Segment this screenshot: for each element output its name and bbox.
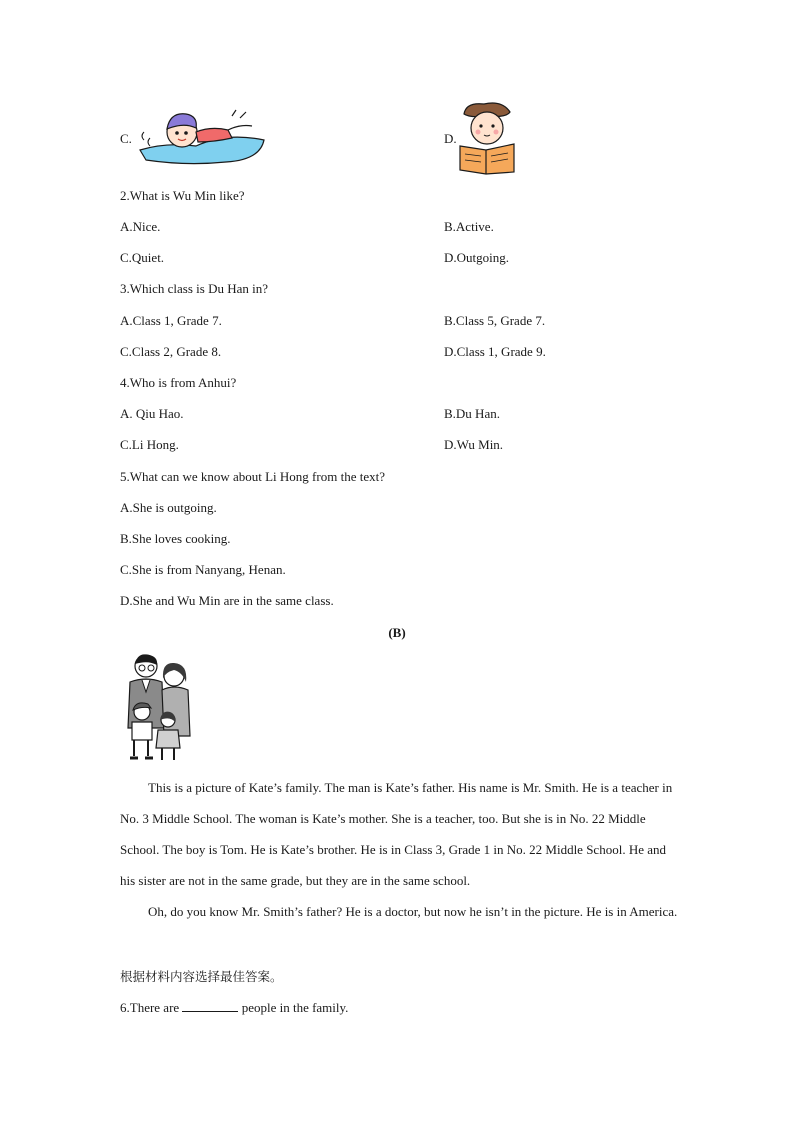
section-b-title: (B) xyxy=(388,625,406,640)
boy-reading-book-icon xyxy=(456,100,518,176)
answer-blank[interactable] xyxy=(182,999,238,1012)
question-2-option-a: A.Nice. xyxy=(120,219,161,234)
question-4-option-d: D.Wu Min. xyxy=(444,437,504,452)
question-3-option-c: C.Class 2, Grade 8. xyxy=(120,344,222,359)
question-4-stem: 4.Who is from Anhui? xyxy=(120,375,237,390)
question-2-option-b: B.Active. xyxy=(444,219,494,234)
question-5-option-c: C.She is from Nanyang, Henan. xyxy=(120,562,286,577)
question-3-option-d: D.Class 1, Grade 9. xyxy=(444,344,546,359)
question-3-stem: 3.Which class is Du Han in? xyxy=(120,281,269,296)
question-2-stem: 2.What is Wu Min like? xyxy=(120,188,245,203)
question-6-stem xyxy=(120,999,348,1016)
question-6-text-after: people in the family. xyxy=(238,1000,349,1015)
question-4-option-b: B.Du Han. xyxy=(444,406,500,421)
passage-paragraph-1: This is a picture of Kate’s family. The man is Kate’s father. His name is Mr. Smith. He is a teacher in No. 3 Middle School. The woman is Kate’s mother. She is a teacher, too. But she is in No. 22 Middle School. The boy is Tom. He is Kate’s brother. He is in Class 3, Grade 1 in No. 22 Middle School. He and his sister are not in the same grade, but they are in the same school. xyxy=(120,780,673,888)
question-4-option-a: A. Qiu Hao. xyxy=(120,406,184,421)
question-3-option-a: A.Class 1, Grade 7. xyxy=(120,313,222,328)
question-5-option-b: B.She loves cooking. xyxy=(120,531,231,546)
question-5-stem: 5.What can we know about Li Hong from the text? xyxy=(120,469,385,484)
family-picture-icon xyxy=(118,652,198,764)
question-4-option-c: C.Li Hong. xyxy=(120,437,179,452)
question-2-option-d: D.Outgoing. xyxy=(444,250,509,265)
question-5-option-d: D.She and Wu Min are in the same class. xyxy=(120,593,334,608)
question-5-option-a: A.She is outgoing. xyxy=(120,500,217,515)
option-d-label: D. xyxy=(444,131,457,146)
question-3-option-b: B.Class 5, Grade 7. xyxy=(444,313,546,328)
passage-paragraph-2: Oh, do you know Mr. Smith’s father? He is a doctor, but now he isn’t in the picture. He is in America. xyxy=(148,904,678,919)
question-2-option-c: C.Quiet. xyxy=(120,250,165,265)
swimming-child-icon xyxy=(136,102,268,166)
question-6-text-before: 6.There are xyxy=(120,1000,183,1015)
option-c-label: C. xyxy=(120,131,132,146)
instruction-text: 根据材料内容选择最佳答案。 xyxy=(120,969,283,984)
